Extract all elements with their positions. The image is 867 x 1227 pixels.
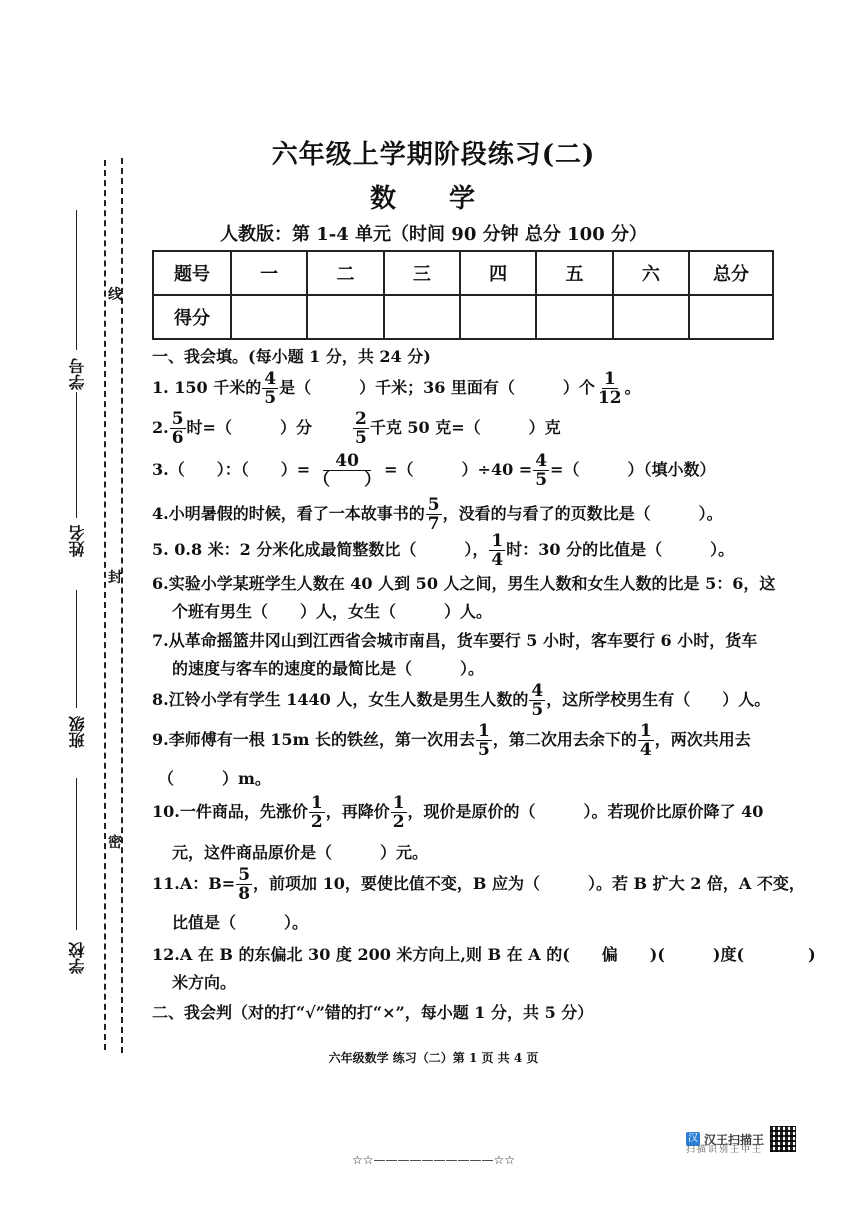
table-cell: 二 — [307, 251, 383, 295]
question-10 — [152, 794, 763, 831]
fraction-numerator: 1 — [392, 793, 405, 813]
question-text: 2. — [152, 418, 169, 437]
section-1-title: 一、我会填。(每小题 1 分，共 24 分) — [152, 347, 431, 366]
school-blank — [76, 778, 77, 930]
table-cell: 五 — [536, 251, 612, 295]
fraction-denominator: 12 — [597, 388, 622, 408]
page-footer: 六年级数学 练习（二）第 1 页 共 4 页 — [328, 1051, 539, 1065]
line-char: 线 — [108, 287, 122, 303]
fraction-numerator: 4 — [535, 451, 548, 471]
score-cell[interactable] — [307, 295, 383, 339]
scanner-watermark — [686, 1126, 796, 1155]
fraction-denominator: 7 — [427, 514, 440, 534]
question-text: 。 — [624, 378, 641, 397]
fraction-numerator: 5 — [427, 495, 440, 515]
fraction — [476, 722, 492, 759]
score-table — [152, 250, 774, 340]
class-blank — [76, 590, 77, 708]
fraction-denominator: 4 — [639, 740, 652, 760]
question-text: 5. 0.8 米：2 分米化成最简整数比（ ）， — [152, 540, 489, 559]
table-cell: 六 — [613, 251, 689, 295]
fraction — [426, 496, 442, 533]
question-text: 4.小明暑假的时候，看了一本故事书的 — [152, 504, 425, 523]
question-text: 8.江铃小学有学生 1440 人，女生人数是男生人数的 — [152, 690, 529, 709]
score-cell[interactable] — [689, 295, 773, 339]
question-6-line-2: 个班有男生（ ）人，女生（ ）人。 — [172, 602, 493, 621]
fraction — [489, 532, 505, 569]
fraction — [309, 794, 325, 831]
score-table-header-row — [153, 251, 773, 295]
fraction-denominator: 8 — [238, 884, 251, 904]
subject-title: 数 学 — [369, 184, 498, 214]
question-text: 1. 150 千米的 — [152, 378, 262, 397]
question-text: ，第二次用去余下的 — [492, 730, 637, 749]
fraction-denominator: 5 — [264, 388, 277, 408]
fraction-denominator: 5 — [531, 700, 544, 720]
table-cell: 三 — [384, 251, 460, 295]
fraction-denominator: 2 — [392, 812, 405, 832]
name-blank — [76, 392, 77, 518]
table-cell: 题号 — [153, 251, 231, 295]
scanner-brand: 汉王扫描王 — [704, 1132, 765, 1147]
question-text: 3.（ ）：（ ）= — [152, 460, 311, 479]
scanner-slogan: 扫描识别王中王 — [686, 1145, 764, 1155]
question-text: 10.一件商品，先涨价 — [152, 802, 308, 821]
question-4 — [152, 496, 723, 533]
question-5 — [152, 532, 734, 569]
question-12-line-1: 12.A 在 B 的东偏北 30 度 200 米方向上,则 B 在 A 的( 偏 )( )度( ) — [152, 945, 816, 964]
student-id-label: 学号 — [68, 358, 87, 390]
question-text: 11.A：B= — [152, 874, 236, 893]
question-text: ，两次共用去 — [654, 730, 751, 749]
fraction-denominator: 6 — [171, 428, 184, 448]
fraction — [170, 410, 186, 447]
fraction-numerator: 1 — [491, 531, 504, 551]
score-cell[interactable] — [460, 295, 536, 339]
fraction-denominator: 5 — [478, 740, 490, 760]
question-1 — [152, 370, 641, 407]
fraction — [596, 370, 624, 407]
secret-char: 密 — [108, 835, 122, 851]
table-cell: 一 — [231, 251, 307, 295]
fraction — [391, 794, 407, 831]
question-text: =（ ）÷40 = — [384, 460, 533, 479]
section-2-title: 二、我会判（对的打“√”错的打“×”，每小题 1 分，共 5 分） — [152, 1003, 594, 1022]
fraction-denominator: 5 — [535, 470, 548, 490]
fraction — [236, 866, 252, 903]
question-6-line-1: 6.实验小学某班学生人数在 40 人到 50 人之间，男生人数和女生人数的比是 5：6，这 — [152, 574, 776, 593]
footer-stars: ☆☆——————————☆☆ — [351, 1153, 516, 1167]
question-11-line-2: 比值是（ ）。 — [172, 913, 309, 932]
fraction-numerator: 4 — [531, 681, 544, 701]
school-label: 学校 — [68, 942, 87, 974]
fraction-numerator: 1 — [478, 721, 490, 741]
fraction-numerator: 4 — [264, 369, 277, 389]
question-12-line-2: 米方向。 — [172, 973, 237, 992]
fraction-denominator: 4 — [491, 550, 504, 570]
fraction-numerator: 1 — [639, 721, 652, 741]
question-text: ，这所学校男生有（ ）人。 — [546, 690, 771, 709]
fraction-denominator: 5 — [354, 428, 367, 448]
fraction-numerator: 5 — [171, 409, 184, 429]
qr-code-icon — [770, 1126, 796, 1152]
question-7-line-2: 的速度与客车的速度的最简比是（ ）。 — [172, 659, 485, 678]
question-text: ，前项加 10，要使比值不变，B 应为（ ）。若 B 扩大 2 倍，A 不变， — [253, 874, 805, 893]
question-text: 9.李师傅有一根 15m 长的铁丝，第一次用去 — [152, 730, 476, 749]
fraction-numerator: 1 — [310, 793, 323, 813]
score-cell[interactable] — [613, 295, 689, 339]
question-3 — [152, 452, 715, 489]
score-cell[interactable] — [231, 295, 307, 339]
name-label: 姓名 — [68, 525, 87, 557]
fraction-numerator: 1 — [603, 369, 616, 389]
class-label: 班级 — [68, 716, 87, 748]
fraction — [353, 410, 369, 447]
question-11 — [152, 866, 805, 903]
question-text: ，再降价 — [325, 802, 390, 821]
fraction — [311, 452, 383, 489]
fraction — [638, 722, 654, 759]
fraction — [262, 370, 278, 407]
question-text: 千克 50 克=（ ）克 — [369, 418, 561, 437]
question-9 — [152, 722, 751, 759]
question-text: 时：30 分的比值是（ ）。 — [506, 540, 735, 559]
question-text: 是（ ）千米；36 里面有（ ）个 — [279, 378, 595, 397]
edition-info: 人教版：第 1-4 单元（时间 90 分钟 总分 100 分） — [219, 224, 647, 245]
table-cell: 总分 — [689, 251, 773, 295]
question-text: =（ ）（填小数） — [550, 460, 716, 479]
fraction-numerator: 5 — [238, 865, 251, 885]
fraction-numerator: 2 — [354, 409, 367, 429]
binding-line-left — [104, 160, 106, 1050]
score-cell[interactable] — [384, 295, 460, 339]
score-cell[interactable] — [536, 295, 612, 339]
question-text: 时=（ ）分 — [186, 418, 312, 437]
scanner-badge-icon: 汉 — [688, 1133, 698, 1144]
fraction — [533, 452, 549, 489]
question-text: ，没看的与看了的页数比是（ ）。 — [442, 504, 723, 523]
question-8 — [152, 682, 770, 719]
score-table-score-row — [153, 295, 773, 339]
question-10-line-2: 元，这件商品原价是（ ）元。 — [172, 843, 429, 862]
table-cell: 四 — [460, 251, 536, 295]
fraction — [529, 682, 545, 719]
fraction-numerator: 40 — [323, 452, 371, 471]
question-9-line-2: （ ）m。 — [158, 769, 271, 788]
seal-char: 封 — [108, 570, 122, 586]
question-2 — [152, 410, 561, 447]
fraction-denominator: 2 — [310, 812, 323, 832]
page-title: 六年级上学期阶段练习(二) — [271, 140, 596, 170]
fraction-denominator: （ ） — [313, 470, 382, 490]
table-cell: 得分 — [153, 295, 231, 339]
question-7-line-1: 7.从革命摇篮井冈山到江西省会城市南昌，货车要行 5 小时，客车要行 6 小时，货车 — [152, 631, 758, 650]
question-text: ，现价是原价的（ ）。若现价比原价降了 40 — [407, 802, 764, 821]
